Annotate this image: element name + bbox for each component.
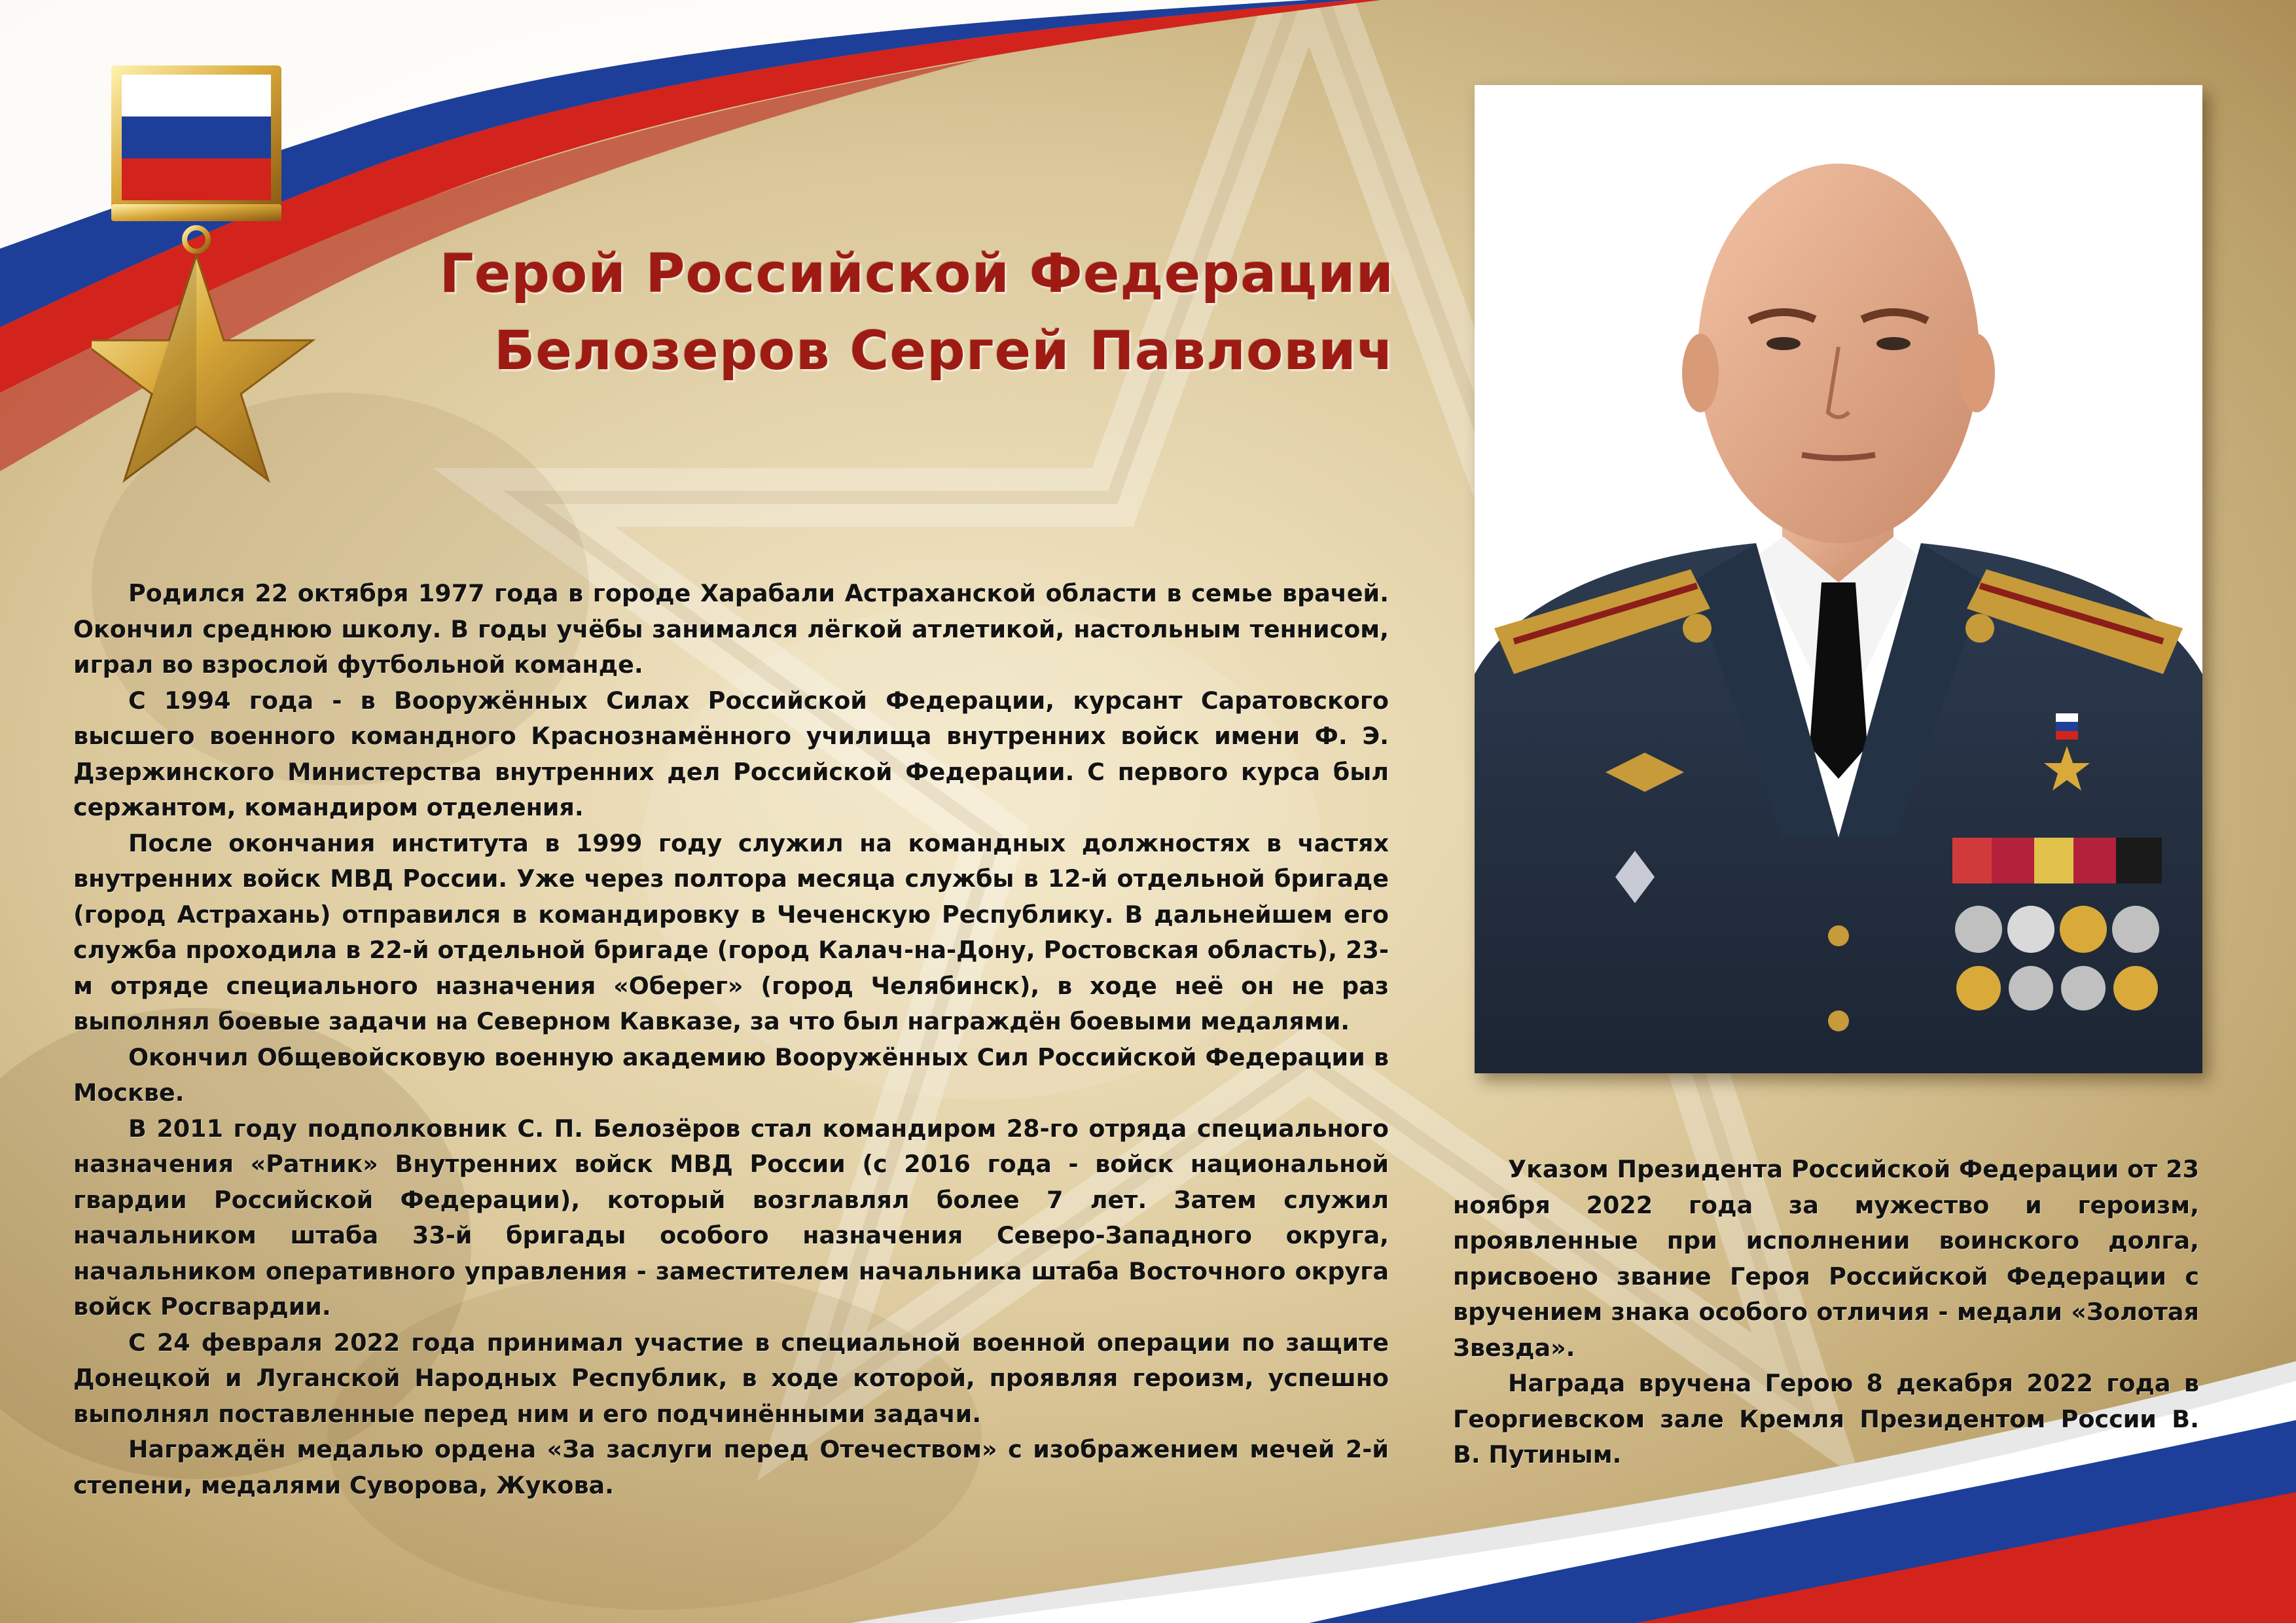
- biography-text: [73, 576, 1389, 1503]
- gold-star-medal-icon: [92, 59, 353, 517]
- decree-paragraph: Награда вручена Герою 8 декабря 2022 года в Георгиевском зале Кремля Президентом России В. В. Путиным.: [1453, 1369, 2199, 1469]
- bio-paragraph: В 2011 году подполковник С. П. Белозёров стал командиром 28-го отряда специального назначения «Ратник» Внутренних войск МВД России (с 2016 года - войск национальной гвардии Российской Федерации), который возглавлял более 7 лет. Затем служил начальником штаба 33-й бригады особого назначения Северо-Западного округа, начальником оперативного управления - заместителем начальника штаба Восточного округа войск Росгвардии.: [73, 1114, 1389, 1321]
- decree-paragraph: Указом Президента Российской Федерации от 23 ноября 2022 года за мужество и героизм, проявленные при исполнении воинского долга, присвоено звание Героя Российской Федерации с вручением знака особого отличия - медали «Золотая Звезда».: [1453, 1155, 2199, 1362]
- portrait-photo: [1475, 85, 2202, 1073]
- bio-paragraph: Окончил Общевойсковую военную академию Вооружённых Сил Российской Федерации в Москве.: [73, 1043, 1389, 1107]
- bio-paragraph: Родился 22 октября 1977 года в городе Харабали Астраханской области в семье врачей. Окончил среднюю школу. В годы учёбы занимался лёгкой атлетикой, настольным теннисом, играл во взрослой футбольной команде.: [73, 579, 1389, 679]
- bio-paragraph: С 1994 года - в Вооружённых Силах Российской Федерации, курсант Саратовского высшего военного командного Краснознамённого училища внутренних войск имени Ф. Э. Дзержинского Министерства внутренних дел Российской Федерации. С первого курса был сержантом, командиром отделения.: [73, 686, 1389, 821]
- title-line-2: Белозеров Сергей Павлович: [493, 320, 1394, 382]
- title-line-1: Герой Российской Федерации: [439, 243, 1394, 305]
- bio-paragraph: Награждён медалью ордена «За заслуги перед Отечеством» с изображением мечей 2-й степени, медалями Суворова, Жукова.: [73, 1435, 1389, 1499]
- bio-paragraph: С 24 февраля 2022 года принимал участие в специальной военной операции по защите Донецкой и Луганской Народных Республик, в ходе которой, проявляя героизм, успешно выполнял поставленные перед ним и его подчинёнными задачи.: [73, 1328, 1389, 1428]
- award-decree-text: [1453, 1152, 2199, 1473]
- page-title: [367, 236, 1394, 390]
- portrait-illustration: [1475, 85, 2202, 1073]
- bio-paragraph: После окончания института в 1999 году служил на командных должностях в частях внутренних войск МВД России. Уже через полтора месяца службы в 12-й отдельной бригаде (город Астрахань) отправился в командировку в Чеченскую Республику. В дальнейшем его служба проходила в 22-й отдельной бригаде (город Калач-на-Дону, Ростовская область), 23-м отряде специального назначения «Оберег» (город Челябинск), в ходе неё он не раз выполнял боевые задачи на Северном Кавказе, за что был награждён боевыми медалями.: [73, 829, 1389, 1035]
